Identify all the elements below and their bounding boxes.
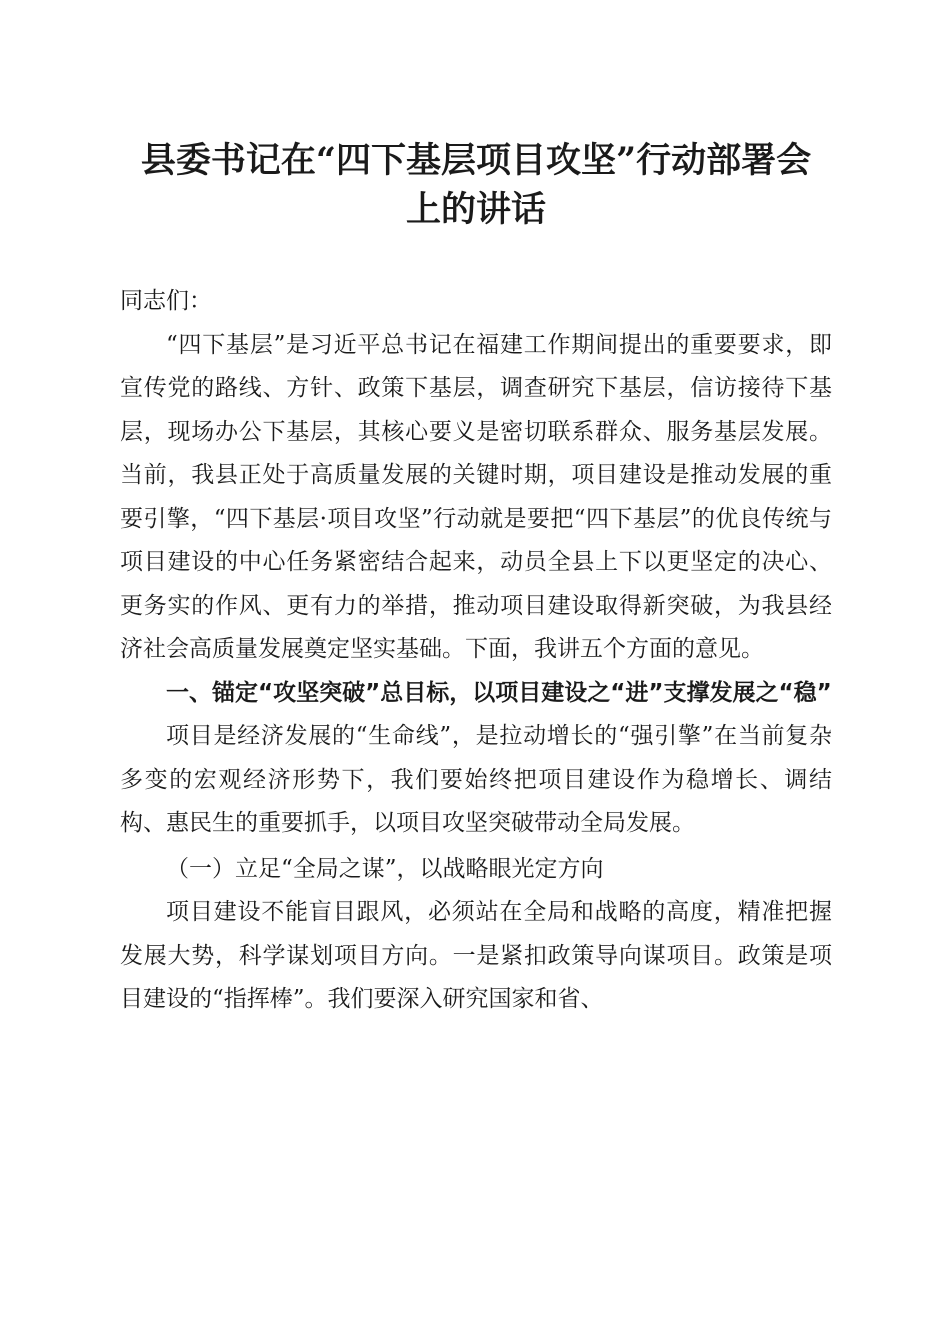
title-line-1: 县委书记在“四下基层项目攻坚”行动部署会 (140, 140, 812, 181)
subsection-heading-1: （一）立足“全局之谋”，以战略眼光定方向 (166, 855, 604, 882)
document-title (120, 136, 832, 234)
title-line-2: 上的讲话 (405, 189, 546, 230)
section-heading-1: 一、锚定“攻坚突破”总目标，以项目建设之“进”支撑发展之“稳” (166, 679, 832, 706)
document-body (120, 280, 832, 1022)
subsection-1-paragraph: 项目建设不能盲目跟风，必须站在全局和战略的高度，精准把握发展大势，科学谋划项目方向。一是紧扣政策导向谋项目。政策是项目建设的“指挥棒”。我们要深入研究国家和省、 (120, 899, 832, 1012)
intro-paragraph: “四下基层”是习近平总书记在福建工作期间提出的重要要求，即宣传党的路线、方针、政策下基层，调查研究下基层，信访接待下基层，现场办公下基层，其核心要义是密切联系群众、服务基层发展。当前，我县正处于高质量发展的关键时期，项目建设是推动发展的重要引擎，“四下基层·项目攻坚”行动就是要把“四下基层”的优良传统与项目建设的中心任务紧密结合起来，动员全县上下以更坚定的决心、更务实的作风、更有力的举措，推动项目建设取得新突破，为我县经济社会高质量发展奠定坚实基础。下面，我讲五个方面的意见。 (120, 331, 832, 662)
section-1-paragraph: 项目是经济发展的“生命线”，是拉动增长的“强引擎”在当前复杂多变的宏观经济形势下，我们要始终把项目建设作为稳增长、调结构、惠民生的重要抓手，以项目攻坚突破带动全局发展。 (120, 723, 832, 836)
salutation: 同志们： (120, 288, 212, 314)
